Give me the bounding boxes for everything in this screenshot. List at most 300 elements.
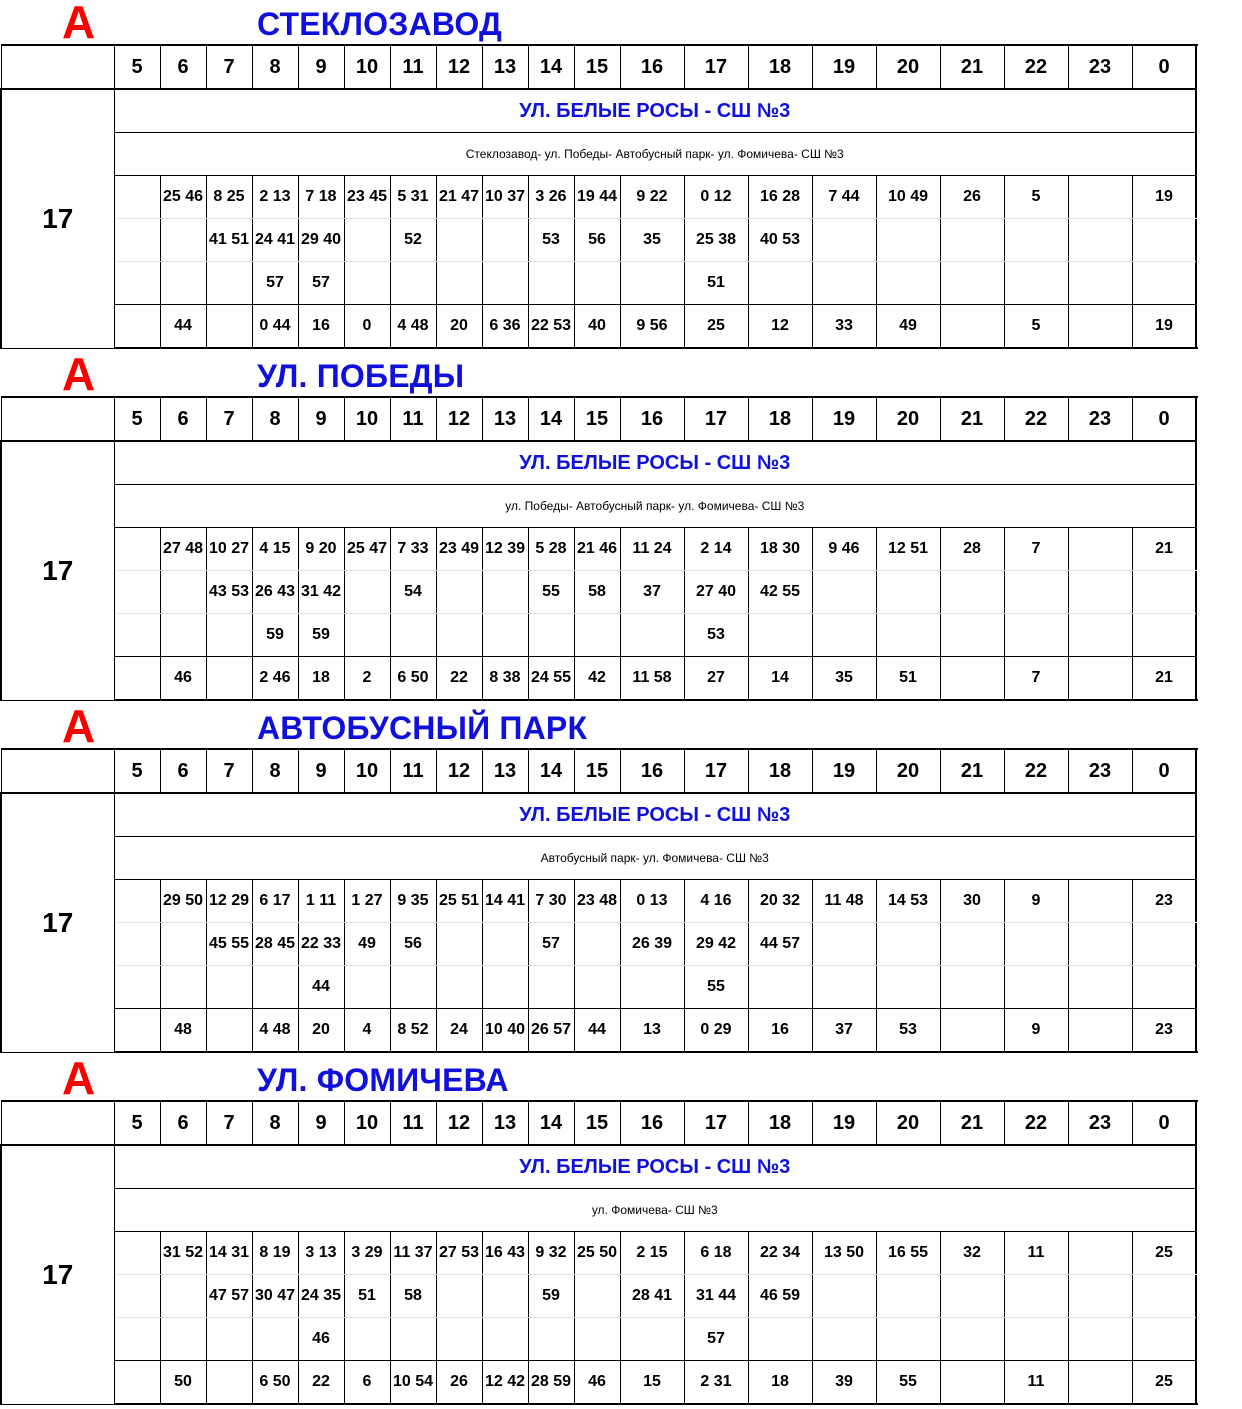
weekend-minutes bbox=[114, 1361, 160, 1405]
schedule-table bbox=[0, 1100, 1197, 1405]
hour-header: 0 bbox=[1132, 397, 1196, 441]
weekday-minutes: 35 bbox=[620, 219, 684, 262]
weekday-minutes bbox=[620, 614, 684, 657]
weekday-minutes bbox=[1004, 219, 1068, 262]
weekend-minutes: 21 bbox=[1132, 657, 1196, 701]
weekend-minutes bbox=[940, 1361, 1004, 1405]
hour-header: 13 bbox=[482, 749, 528, 793]
weekday-minutes: 23 48 bbox=[574, 880, 620, 923]
weekend-minutes: 22 53 bbox=[528, 305, 574, 349]
hour-header: 0 bbox=[1132, 749, 1196, 793]
weekday-minutes: 7 bbox=[1004, 528, 1068, 571]
weekend-minutes bbox=[1068, 1009, 1132, 1053]
weekend-minutes: 22 bbox=[436, 657, 482, 701]
weekday-minutes: 55 bbox=[528, 571, 574, 614]
hour-header: 16 bbox=[620, 45, 684, 89]
weekend-minutes: 18 bbox=[298, 657, 344, 701]
weekend-minutes: 2 31 bbox=[684, 1361, 748, 1405]
weekday-minutes bbox=[1068, 966, 1132, 1009]
weekday-minutes bbox=[114, 614, 160, 657]
weekday-minutes: 14 41 bbox=[482, 880, 528, 923]
weekday-minutes: 29 42 bbox=[684, 923, 748, 966]
hour-header: 22 bbox=[1004, 45, 1068, 89]
hour-header: 10 bbox=[344, 1101, 390, 1145]
hour-header: 10 bbox=[344, 749, 390, 793]
hour-header: 23 bbox=[1068, 45, 1132, 89]
weekday-minutes: 25 51 bbox=[436, 880, 482, 923]
weekday-minutes bbox=[528, 966, 574, 1009]
weekend-minutes: 0 44 bbox=[252, 305, 298, 349]
destination-title: УЛ. БЕЛЫЕ РОСЫ - СШ №3 bbox=[114, 441, 1196, 485]
hour-header: 16 bbox=[620, 1101, 684, 1145]
weekday-minutes bbox=[252, 966, 298, 1009]
weekend-minutes: 0 29 bbox=[684, 1009, 748, 1053]
hour-header: 8 bbox=[252, 45, 298, 89]
hours-corner bbox=[1, 45, 114, 89]
weekday-minutes: 10 49 bbox=[876, 176, 940, 219]
weekday-minutes bbox=[114, 966, 160, 1009]
weekday-minutes: 56 bbox=[574, 219, 620, 262]
weekend-minutes: 8 38 bbox=[482, 657, 528, 701]
hour-header: 23 bbox=[1068, 749, 1132, 793]
weekday-minutes bbox=[1132, 966, 1196, 1009]
weekday-minutes bbox=[1132, 571, 1196, 614]
stop-section bbox=[0, 348, 1242, 704]
weekend-minutes bbox=[206, 1361, 252, 1405]
weekday-minutes bbox=[482, 966, 528, 1009]
weekday-minutes bbox=[1068, 571, 1132, 614]
weekend-minutes: 37 bbox=[812, 1009, 876, 1053]
weekday-minutes: 54 bbox=[390, 571, 436, 614]
weekday-minutes: 20 32 bbox=[748, 880, 812, 923]
weekday-minutes bbox=[876, 614, 940, 657]
weekday-minutes bbox=[114, 219, 160, 262]
weekday-minutes: 30 bbox=[940, 880, 1004, 923]
hour-header: 17 bbox=[684, 749, 748, 793]
weekday-minutes: 3 13 bbox=[298, 1232, 344, 1275]
weekday-minutes bbox=[620, 966, 684, 1009]
weekday-minutes: 44 bbox=[298, 966, 344, 1009]
weekday-minutes: 31 44 bbox=[684, 1275, 748, 1318]
weekend-minutes: 2 bbox=[344, 657, 390, 701]
weekend-minutes bbox=[206, 657, 252, 701]
weekend-minutes: 51 bbox=[876, 657, 940, 701]
weekday-minutes: 9 bbox=[1004, 880, 1068, 923]
route-path: Автобусный парк- ул. Фомичева- СШ №3 bbox=[114, 837, 1196, 880]
hour-header: 18 bbox=[748, 749, 812, 793]
hour-header: 14 bbox=[528, 1101, 574, 1145]
hour-header: 8 bbox=[252, 397, 298, 441]
weekday-minutes bbox=[748, 1318, 812, 1361]
weekend-minutes: 16 bbox=[748, 1009, 812, 1053]
weekday-minutes bbox=[1068, 219, 1132, 262]
weekday-minutes: 4 16 bbox=[684, 880, 748, 923]
hour-header: 9 bbox=[298, 749, 344, 793]
weekday-minutes: 21 46 bbox=[574, 528, 620, 571]
weekday-minutes: 28 45 bbox=[252, 923, 298, 966]
weekday-minutes bbox=[812, 1275, 876, 1318]
weekend-minutes: 44 bbox=[574, 1009, 620, 1053]
hour-header: 5 bbox=[114, 45, 160, 89]
weekday-minutes bbox=[812, 966, 876, 1009]
weekday-minutes bbox=[160, 1275, 206, 1318]
weekday-minutes bbox=[114, 1232, 160, 1275]
weekday-minutes: 52 bbox=[390, 219, 436, 262]
weekday-minutes bbox=[114, 1318, 160, 1361]
weekend-minutes: 6 50 bbox=[390, 657, 436, 701]
weekend-minutes: 12 42 bbox=[482, 1361, 528, 1405]
weekend-minutes: 13 bbox=[620, 1009, 684, 1053]
weekday-minutes bbox=[528, 614, 574, 657]
weekday-minutes bbox=[436, 1275, 482, 1318]
weekday-minutes bbox=[436, 219, 482, 262]
weekday-minutes: 57 bbox=[684, 1318, 748, 1361]
weekday-minutes bbox=[940, 923, 1004, 966]
weekday-minutes: 27 40 bbox=[684, 571, 748, 614]
weekday-minutes: 23 49 bbox=[436, 528, 482, 571]
weekday-minutes bbox=[252, 1318, 298, 1361]
weekday-minutes: 26 39 bbox=[620, 923, 684, 966]
weekday-minutes: 21 bbox=[1132, 528, 1196, 571]
weekend-minutes: 25 bbox=[684, 305, 748, 349]
weekday-minutes bbox=[812, 1318, 876, 1361]
weekday-minutes bbox=[1004, 262, 1068, 305]
weekday-minutes: 31 42 bbox=[298, 571, 344, 614]
weekend-minutes: 18 bbox=[748, 1361, 812, 1405]
weekday-minutes bbox=[620, 1318, 684, 1361]
hour-header: 20 bbox=[876, 1101, 940, 1145]
hour-header: 12 bbox=[436, 397, 482, 441]
weekday-minutes bbox=[206, 614, 252, 657]
hour-header: 7 bbox=[206, 1101, 252, 1145]
weekday-minutes: 27 48 bbox=[160, 528, 206, 571]
hour-header: 5 bbox=[114, 397, 160, 441]
weekday-minutes: 7 33 bbox=[390, 528, 436, 571]
weekday-minutes bbox=[1004, 1275, 1068, 1318]
weekday-minutes bbox=[940, 262, 1004, 305]
weekend-minutes: 33 bbox=[812, 305, 876, 349]
weekday-minutes bbox=[344, 614, 390, 657]
weekday-minutes bbox=[482, 923, 528, 966]
weekday-minutes bbox=[482, 1275, 528, 1318]
weekday-minutes bbox=[436, 614, 482, 657]
weekday-minutes bbox=[1132, 219, 1196, 262]
weekend-minutes: 6 50 bbox=[252, 1361, 298, 1405]
weekend-minutes bbox=[114, 1009, 160, 1053]
weekend-minutes: 4 48 bbox=[252, 1009, 298, 1053]
weekday-minutes: 5 bbox=[1004, 176, 1068, 219]
hour-header: 18 bbox=[748, 1101, 812, 1145]
weekday-minutes bbox=[1068, 176, 1132, 219]
weekday-minutes bbox=[390, 614, 436, 657]
weekday-minutes: 56 bbox=[390, 923, 436, 966]
weekday-minutes bbox=[1068, 923, 1132, 966]
weekday-minutes: 51 bbox=[684, 262, 748, 305]
weekday-minutes bbox=[1068, 1318, 1132, 1361]
route-path: ул. Победы- Автобусный парк- ул. Фомичева- СШ №3 bbox=[114, 485, 1196, 528]
weekend-minutes bbox=[114, 305, 160, 349]
weekday-minutes: 2 14 bbox=[684, 528, 748, 571]
hour-header: 13 bbox=[482, 45, 528, 89]
weekday-minutes: 25 47 bbox=[344, 528, 390, 571]
weekday-minutes: 0 12 bbox=[684, 176, 748, 219]
weekday-minutes bbox=[1068, 262, 1132, 305]
hour-header: 11 bbox=[390, 397, 436, 441]
weekday-minutes bbox=[876, 966, 940, 1009]
weekend-minutes: 42 bbox=[574, 657, 620, 701]
weekday-minutes bbox=[160, 614, 206, 657]
weekday-minutes bbox=[574, 1275, 620, 1318]
weekday-minutes bbox=[160, 571, 206, 614]
weekend-minutes: 26 57 bbox=[528, 1009, 574, 1053]
weekday-minutes bbox=[876, 571, 940, 614]
stop-section bbox=[0, 0, 1242, 352]
weekday-minutes bbox=[436, 966, 482, 1009]
hour-header: 19 bbox=[812, 1101, 876, 1145]
weekday-minutes bbox=[1004, 571, 1068, 614]
weekend-minutes: 26 bbox=[436, 1361, 482, 1405]
weekday-minutes bbox=[114, 1275, 160, 1318]
weekday-minutes: 9 32 bbox=[528, 1232, 574, 1275]
weekend-minutes bbox=[114, 657, 160, 701]
weekday-minutes: 37 bbox=[620, 571, 684, 614]
hour-header: 15 bbox=[574, 397, 620, 441]
weekend-minutes: 4 bbox=[344, 1009, 390, 1053]
hour-header: 6 bbox=[160, 45, 206, 89]
weekend-minutes bbox=[206, 305, 252, 349]
destination-title: УЛ. БЕЛЫЕ РОСЫ - СШ №3 bbox=[114, 1145, 1196, 1189]
hour-header: 14 bbox=[528, 749, 574, 793]
weekday-minutes: 30 47 bbox=[252, 1275, 298, 1318]
weekday-minutes: 58 bbox=[390, 1275, 436, 1318]
hour-header: 21 bbox=[940, 397, 1004, 441]
weekday-minutes bbox=[876, 262, 940, 305]
hour-header: 19 bbox=[812, 749, 876, 793]
weekend-minutes: 49 bbox=[876, 305, 940, 349]
bus-type-letter: А bbox=[62, 348, 96, 400]
weekend-minutes: 15 bbox=[620, 1361, 684, 1405]
weekday-minutes: 25 50 bbox=[574, 1232, 620, 1275]
hour-header: 22 bbox=[1004, 397, 1068, 441]
weekday-minutes bbox=[344, 262, 390, 305]
weekday-minutes: 9 20 bbox=[298, 528, 344, 571]
weekday-minutes bbox=[390, 262, 436, 305]
hour-header: 16 bbox=[620, 749, 684, 793]
weekday-minutes: 14 53 bbox=[876, 880, 940, 923]
destination-title: УЛ. БЕЛЫЕ РОСЫ - СШ №3 bbox=[114, 89, 1196, 133]
weekday-minutes bbox=[940, 219, 1004, 262]
stop-header bbox=[0, 1052, 1242, 1104]
weekend-minutes: 14 bbox=[748, 657, 812, 701]
weekend-minutes: 28 59 bbox=[528, 1361, 574, 1405]
weekday-minutes bbox=[528, 262, 574, 305]
weekend-minutes: 24 55 bbox=[528, 657, 574, 701]
weekday-minutes: 1 27 bbox=[344, 880, 390, 923]
weekday-minutes: 28 41 bbox=[620, 1275, 684, 1318]
hour-header: 7 bbox=[206, 749, 252, 793]
hour-header: 0 bbox=[1132, 1101, 1196, 1145]
weekend-minutes: 4 48 bbox=[390, 305, 436, 349]
weekday-minutes bbox=[344, 966, 390, 1009]
weekday-minutes: 12 51 bbox=[876, 528, 940, 571]
weekend-minutes: 23 bbox=[1132, 1009, 1196, 1053]
weekday-minutes: 25 38 bbox=[684, 219, 748, 262]
weekend-minutes: 48 bbox=[160, 1009, 206, 1053]
weekday-minutes: 11 bbox=[1004, 1232, 1068, 1275]
weekday-minutes bbox=[482, 571, 528, 614]
weekday-minutes bbox=[344, 571, 390, 614]
stop-name: АВТОБУСНЫЙ ПАРК bbox=[257, 710, 588, 746]
stop-name: УЛ. ПОБЕДЫ bbox=[257, 358, 465, 394]
hour-header: 21 bbox=[940, 749, 1004, 793]
weekday-minutes bbox=[620, 262, 684, 305]
weekend-minutes: 40 bbox=[574, 305, 620, 349]
weekday-minutes: 23 45 bbox=[344, 176, 390, 219]
weekday-minutes: 9 22 bbox=[620, 176, 684, 219]
weekday-minutes bbox=[114, 880, 160, 923]
weekend-minutes: 11 58 bbox=[620, 657, 684, 701]
weekday-minutes: 24 35 bbox=[298, 1275, 344, 1318]
weekday-minutes: 19 bbox=[1132, 176, 1196, 219]
hours-corner bbox=[1, 1101, 114, 1145]
weekday-minutes: 4 15 bbox=[252, 528, 298, 571]
hour-header: 23 bbox=[1068, 1101, 1132, 1145]
weekday-minutes bbox=[160, 966, 206, 1009]
weekday-minutes bbox=[114, 262, 160, 305]
hour-header: 20 bbox=[876, 749, 940, 793]
hour-header: 12 bbox=[436, 1101, 482, 1145]
weekend-minutes: 11 bbox=[1004, 1361, 1068, 1405]
weekend-minutes: 20 bbox=[298, 1009, 344, 1053]
route-number: 17 bbox=[1, 1145, 114, 1404]
stop-name: УЛ. ФОМИЧЕВА bbox=[257, 1062, 509, 1098]
weekday-minutes bbox=[812, 614, 876, 657]
weekday-minutes bbox=[160, 1318, 206, 1361]
weekday-minutes: 12 39 bbox=[482, 528, 528, 571]
weekend-minutes bbox=[1068, 1361, 1132, 1405]
hour-header: 18 bbox=[748, 397, 812, 441]
weekday-minutes bbox=[482, 1318, 528, 1361]
weekday-minutes bbox=[390, 966, 436, 1009]
weekday-minutes: 18 30 bbox=[748, 528, 812, 571]
weekend-minutes: 10 54 bbox=[390, 1361, 436, 1405]
weekend-minutes: 6 bbox=[344, 1361, 390, 1405]
weekend-minutes bbox=[940, 305, 1004, 349]
weekday-minutes: 16 55 bbox=[876, 1232, 940, 1275]
weekday-minutes: 26 bbox=[940, 176, 1004, 219]
hour-header: 10 bbox=[344, 397, 390, 441]
weekday-minutes: 2 15 bbox=[620, 1232, 684, 1275]
weekday-minutes bbox=[1004, 614, 1068, 657]
weekday-minutes bbox=[436, 571, 482, 614]
hour-header: 17 bbox=[684, 397, 748, 441]
weekday-minutes bbox=[940, 966, 1004, 1009]
hour-header: 16 bbox=[620, 397, 684, 441]
weekday-minutes bbox=[1132, 262, 1196, 305]
weekday-minutes: 45 55 bbox=[206, 923, 252, 966]
weekday-minutes: 32 bbox=[940, 1232, 1004, 1275]
weekend-minutes bbox=[1068, 657, 1132, 701]
bus-type-letter: А bbox=[62, 1052, 96, 1104]
hour-header: 12 bbox=[436, 45, 482, 89]
weekday-minutes: 14 31 bbox=[206, 1232, 252, 1275]
weekday-minutes: 6 18 bbox=[684, 1232, 748, 1275]
weekend-minutes: 9 56 bbox=[620, 305, 684, 349]
weekday-minutes bbox=[1132, 1275, 1196, 1318]
hour-header: 14 bbox=[528, 45, 574, 89]
weekday-minutes: 16 28 bbox=[748, 176, 812, 219]
weekend-minutes: 55 bbox=[876, 1361, 940, 1405]
weekday-minutes: 58 bbox=[574, 571, 620, 614]
hour-header: 13 bbox=[482, 397, 528, 441]
weekday-minutes: 57 bbox=[528, 923, 574, 966]
weekday-minutes: 3 26 bbox=[528, 176, 574, 219]
weekday-minutes: 11 37 bbox=[390, 1232, 436, 1275]
weekday-minutes bbox=[1132, 923, 1196, 966]
destination-title: УЛ. БЕЛЫЕ РОСЫ - СШ №3 bbox=[114, 793, 1196, 837]
hour-header: 18 bbox=[748, 45, 812, 89]
weekday-minutes bbox=[1132, 614, 1196, 657]
weekend-minutes: 19 bbox=[1132, 305, 1196, 349]
weekday-minutes bbox=[436, 1318, 482, 1361]
weekday-minutes bbox=[528, 1318, 574, 1361]
weekday-minutes: 16 43 bbox=[482, 1232, 528, 1275]
weekday-minutes: 19 44 bbox=[574, 176, 620, 219]
hour-header: 20 bbox=[876, 45, 940, 89]
weekday-minutes: 1 11 bbox=[298, 880, 344, 923]
weekend-minutes: 9 bbox=[1004, 1009, 1068, 1053]
weekday-minutes: 7 18 bbox=[298, 176, 344, 219]
weekday-minutes bbox=[1004, 1318, 1068, 1361]
weekday-minutes bbox=[344, 1318, 390, 1361]
stop-section bbox=[0, 700, 1242, 1056]
weekday-minutes bbox=[574, 614, 620, 657]
weekday-minutes: 10 37 bbox=[482, 176, 528, 219]
weekday-minutes: 23 bbox=[1132, 880, 1196, 923]
weekday-minutes bbox=[574, 923, 620, 966]
weekday-minutes: 57 bbox=[252, 262, 298, 305]
weekday-minutes bbox=[1068, 880, 1132, 923]
weekday-minutes: 51 bbox=[344, 1275, 390, 1318]
weekday-minutes bbox=[1068, 614, 1132, 657]
stop-header bbox=[0, 348, 1242, 400]
weekday-minutes: 8 19 bbox=[252, 1232, 298, 1275]
weekday-minutes bbox=[574, 1318, 620, 1361]
hour-header: 11 bbox=[390, 45, 436, 89]
weekend-minutes: 12 bbox=[748, 305, 812, 349]
weekend-minutes bbox=[1068, 305, 1132, 349]
weekend-minutes: 5 bbox=[1004, 305, 1068, 349]
hour-header: 20 bbox=[876, 397, 940, 441]
hour-header: 8 bbox=[252, 749, 298, 793]
weekday-minutes bbox=[940, 1318, 1004, 1361]
weekday-minutes: 7 30 bbox=[528, 880, 574, 923]
weekday-minutes bbox=[940, 1275, 1004, 1318]
weekday-minutes bbox=[160, 219, 206, 262]
weekday-minutes bbox=[114, 176, 160, 219]
weekday-minutes: 22 33 bbox=[298, 923, 344, 966]
hour-header: 21 bbox=[940, 45, 1004, 89]
hour-header: 23 bbox=[1068, 397, 1132, 441]
hour-header: 7 bbox=[206, 397, 252, 441]
weekend-minutes: 46 bbox=[574, 1361, 620, 1405]
hour-header: 5 bbox=[114, 1101, 160, 1145]
weekday-minutes bbox=[1068, 1275, 1132, 1318]
weekday-minutes bbox=[114, 923, 160, 966]
weekend-minutes: 35 bbox=[812, 657, 876, 701]
bus-type-letter: А bbox=[62, 0, 96, 48]
weekday-minutes: 21 47 bbox=[436, 176, 482, 219]
